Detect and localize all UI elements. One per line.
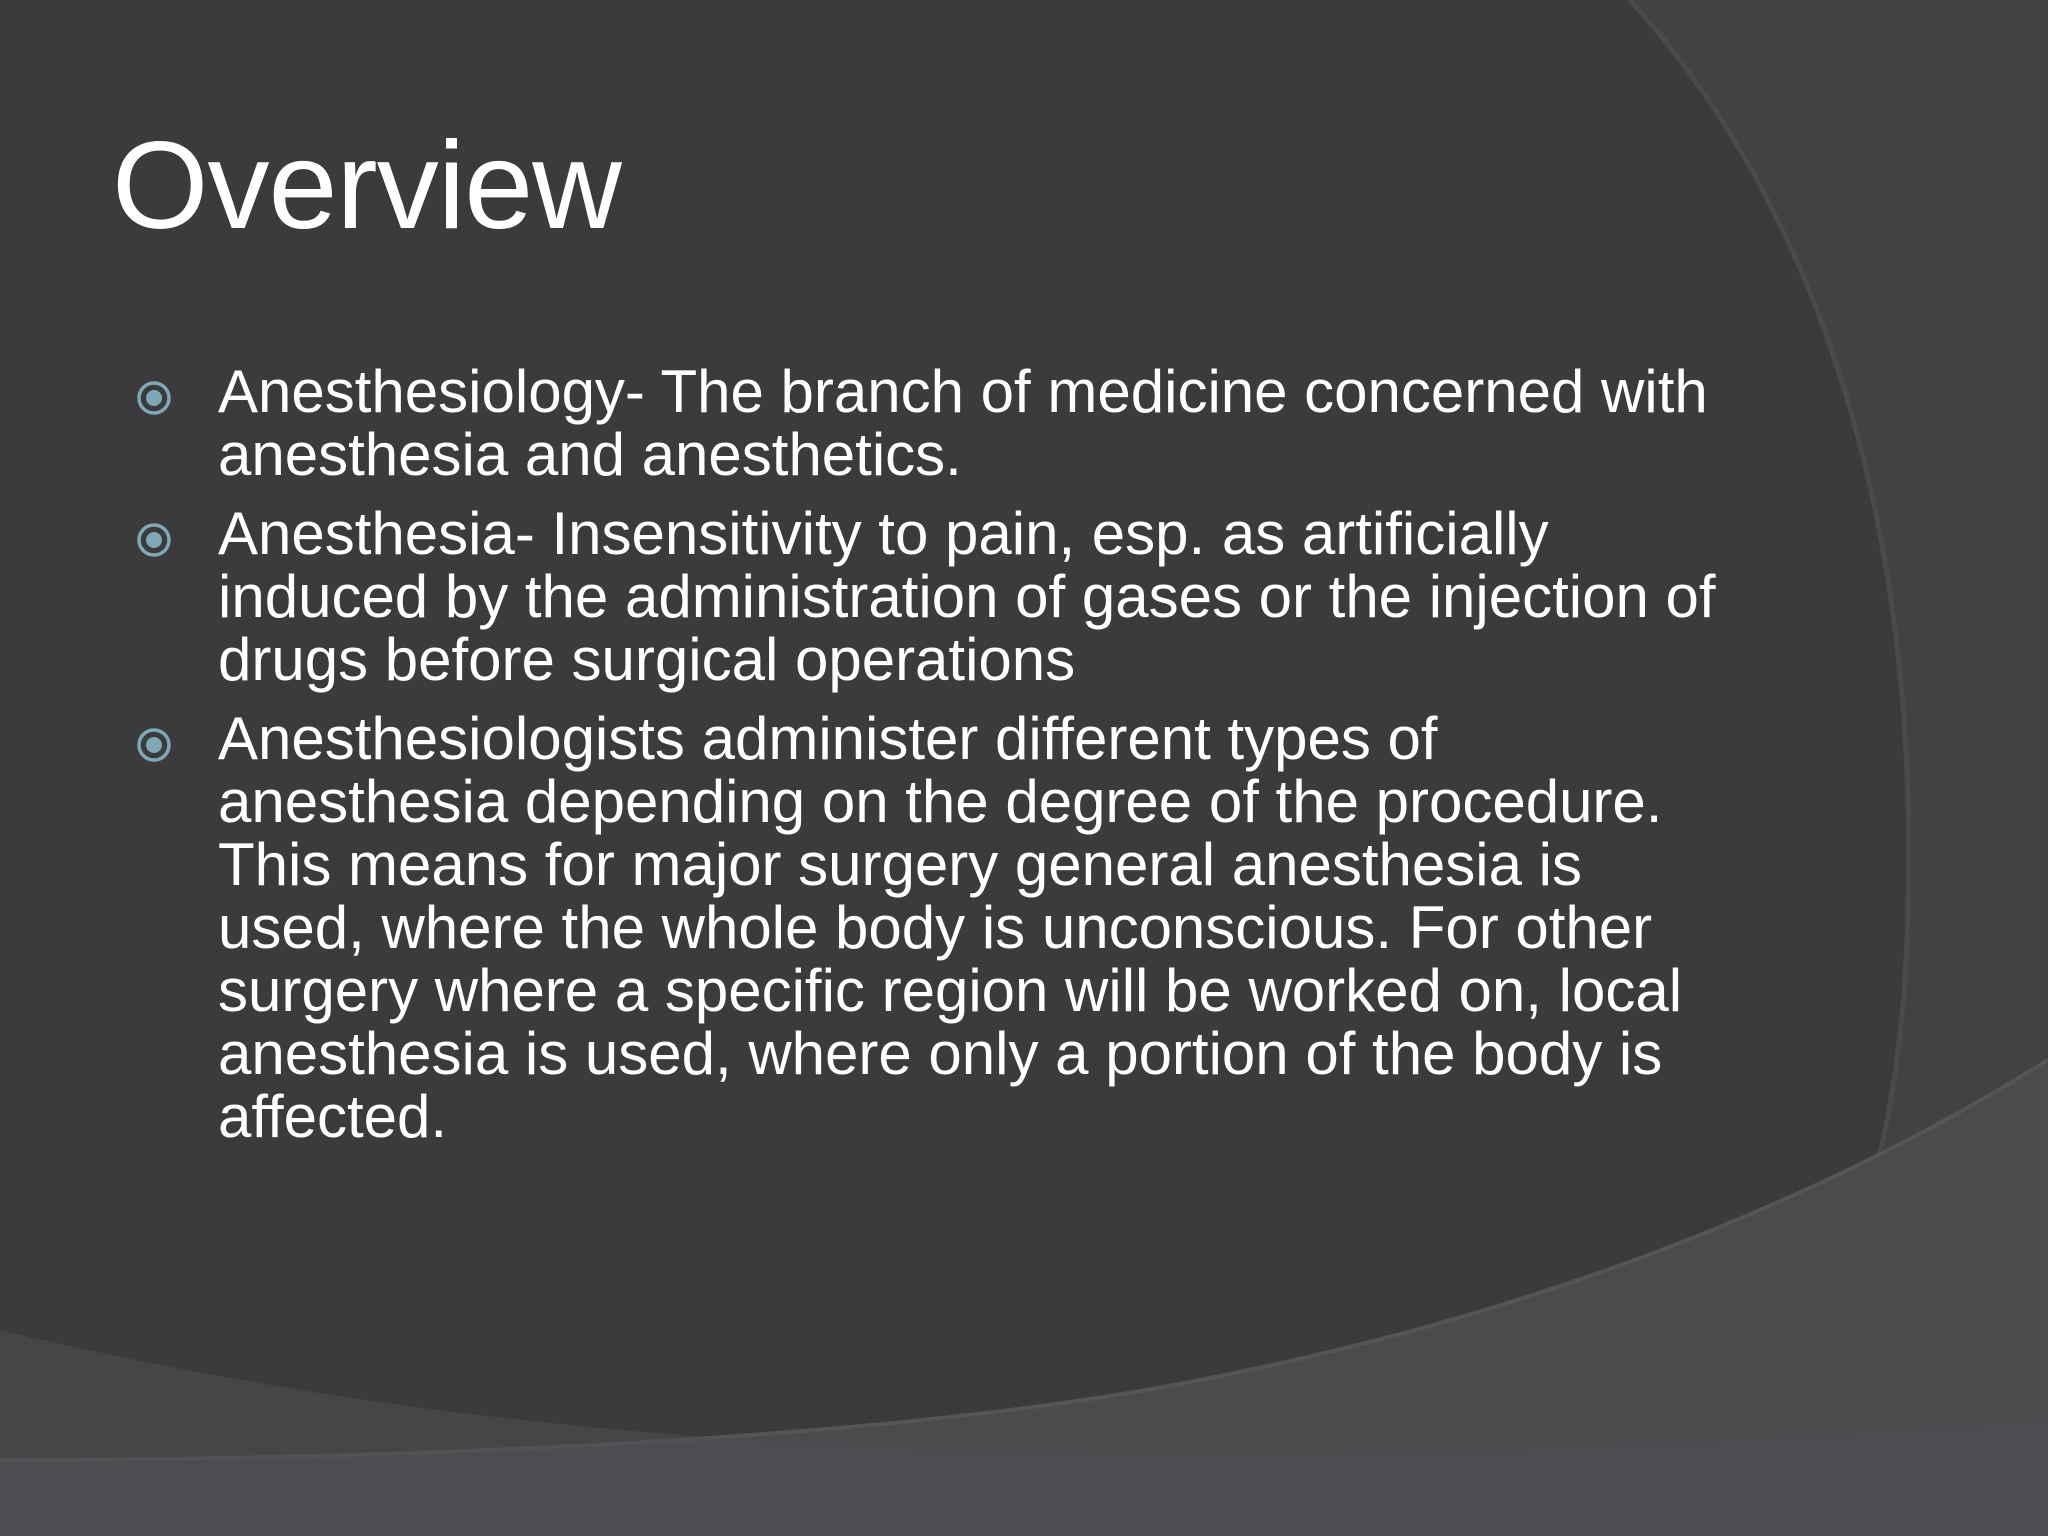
bullet-text: Anesthesia- Insensitivity to pain, esp. as artificially induced by the administration of gases or the injection of drugs before surgical operations (218, 500, 1716, 693)
slide-title: Overview (112, 117, 621, 255)
bullet-item (130, 360, 1730, 486)
bullet-item (130, 502, 1730, 691)
circle-bullet-icon (136, 522, 172, 558)
bullet-text: Anesthesiologists administer different types of anesthesia depending on the degree of the procedure. This means for major surgery general anesthesia is used, where the whole body is unconscious. For other surgery where a specific region will be worked on, local anesthesia is used, where only a portion of the body is affected. (218, 705, 1683, 1150)
circle-bullet-icon (136, 380, 172, 416)
bullet-item (130, 707, 1730, 1148)
bullet-list (130, 360, 1730, 1164)
circle-bullet-icon (136, 727, 172, 763)
bullet-text: Anesthesiology- The branch of medicine concerned with anesthesia and anesthetics. (218, 358, 1708, 488)
